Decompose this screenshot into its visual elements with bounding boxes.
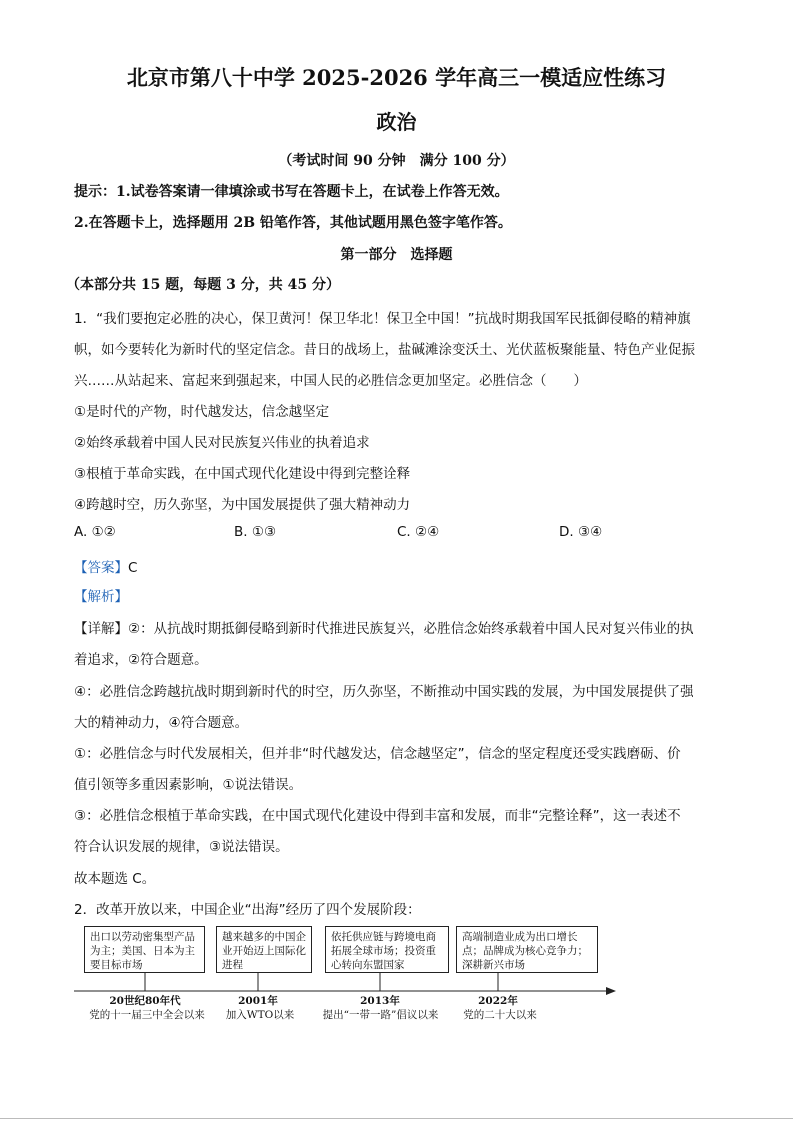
q1-choice-a: A. ①② (74, 524, 116, 540)
q1-choice-c: C. ②④ (397, 524, 440, 540)
q1-answer (74, 556, 137, 576)
timeline-arrow-icon (606, 987, 616, 995)
q1-choice-d: D. ③④ (559, 524, 603, 540)
timeline-event: 党的二十大以来 (463, 1009, 537, 1021)
timeline-tick: 2013年 (360, 995, 400, 1007)
subject-title: 政治 (376, 110, 417, 134)
q1-statement: ③根植于革命实践，在中国式现代化建设中得到完整诠释 (74, 466, 411, 482)
q1-detail-line: ①：必胜信念与时代发展相关，但并非“时代越发达，信念越坚定”，信念的坚定程度还受实践磨砺、价 (74, 746, 681, 762)
tip-1: 提示：1.试卷答案请一律填涂或书写在答题卡上，在试卷上作答无效。 (74, 184, 509, 200)
q1-detail-line: ③：必胜信念根植于革命实践，在中国式现代化建设中得到丰富和发展，而非“完整诠释”，这一表述不 (74, 808, 681, 824)
q1-detail-line: 故本题选 C。 (74, 871, 156, 887)
section-note: （本部分共 15 题，每题 3 分，共 45 分） (66, 277, 340, 293)
q2-stem: 2．改革开放以来，中国企业“出海”经历了四个发展阶段： (74, 902, 421, 918)
tip-2: 2.在答题卡上，选择题用 2B 铅笔作答，其他试题用黑色签字笔作答。 (74, 215, 512, 231)
q1-detail-line: ④：必胜信念跨越抗战时期到新时代的时空，历久弥坚，不断推动中国实践的发展，为中国发展提供了强 (74, 684, 694, 700)
timeline-event: 加入WTO以来 (225, 1009, 295, 1021)
timeline-event: 提出“一带一路”倡议以来 (322, 1009, 439, 1021)
q1-stem-line: 1．“我们要抱定必胜的决心，保卫黄河！保卫华北！保卫全中国！”抗战时期我国军民抵御侵略的精神旗 (74, 311, 691, 327)
timeline-tick: 20世纪80年代 (109, 995, 181, 1007)
timeline-event: 党的十一届三中全会以来 (89, 1009, 205, 1021)
answer-value: C (128, 560, 138, 576)
q1-stem-line: 帜，如今要转化为新时代的坚定信念。昔日的战场上，盐碱滩涂变沃土、光伏蓝板聚能量、特色产业促振 (74, 342, 695, 358)
stage-box-3: 依托供应链与跨境电商拓展全球市场；投资重心转向东盟国家 (325, 926, 449, 973)
q1-detail-line: 值引领等多重因素影响，①说法错误。 (74, 777, 303, 793)
exam-info: （考试时间 90 分钟 满分 100 分） (278, 153, 515, 169)
q1-choice-b: B. ①③ (234, 524, 277, 540)
stage-box-4: 高端制造业成为出口增长点；品牌成为核心竞争力；深耕新兴市场 (456, 926, 598, 973)
stage-box-1: 出口以劳动密集型产品为主；美国、日本为主要目标市场 (84, 926, 205, 973)
analysis-tag: 【解析】 (74, 589, 128, 605)
page-bottom-divider (0, 1118, 793, 1119)
q1-detail-line: 着追求，②符合题意。 (74, 652, 208, 668)
page-title: 北京市第八十中学 2025-2026 学年高三一模适应性练习 (126, 65, 667, 90)
q1-detail-line: 【详解】②：从抗战时期抵御侵略到新时代推进民族复兴，必胜信念始终承载着中国人民对复兴伟业的执 (74, 621, 694, 637)
timeline-tick: 2022年 (478, 995, 518, 1007)
q1-statement: ②始终承载着中国人民对民族复兴伟业的执着追求 (74, 435, 370, 451)
section-title: 第一部分 选择题 (340, 247, 453, 263)
q1-detail-line: 符合认识发展的规律，③说法错误。 (74, 839, 289, 855)
answer-tag: 【答案】 (74, 560, 128, 576)
q1-statement: ①是时代的产物，时代越发达，信念越坚定 (74, 404, 330, 420)
timeline-tick: 2001年 (238, 995, 278, 1007)
q1-detail-line: 大的精神动力，④符合题意。 (74, 715, 249, 731)
q1-stem-line: 兴……从站起来、富起来到强起来，中国人民的必胜信念更加坚定。必胜信念（ ） (74, 373, 587, 389)
stage-box-2: 越来越多的中国企业开始迈上国际化进程 (216, 926, 312, 973)
q1-statement: ④跨越时空，历久弥坚，为中国发展提供了强大精神动力 (74, 497, 411, 513)
